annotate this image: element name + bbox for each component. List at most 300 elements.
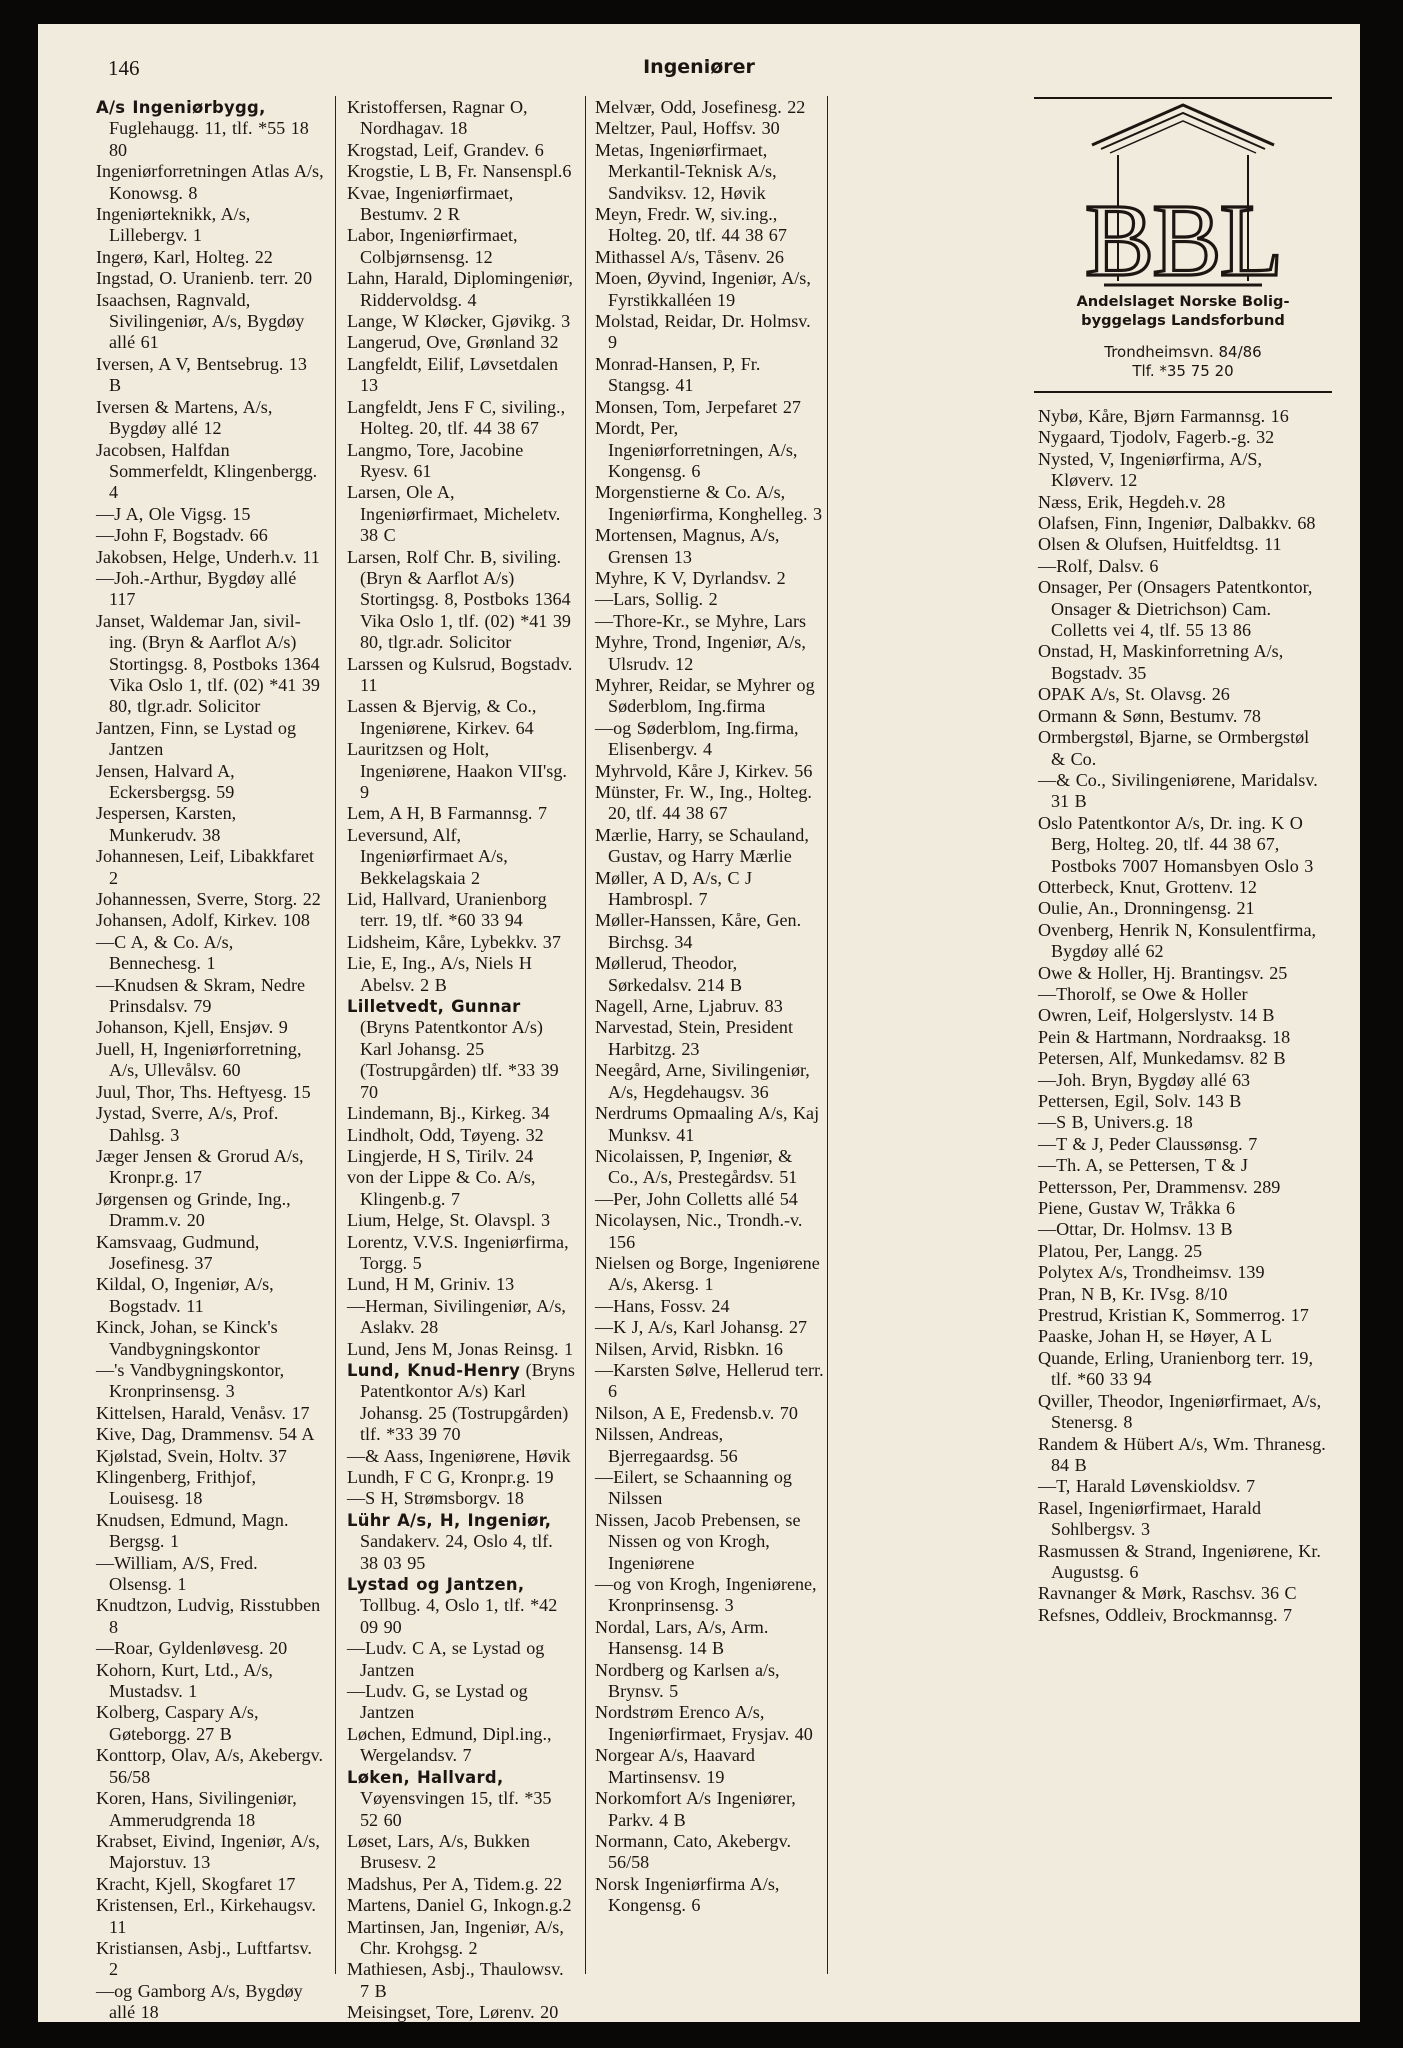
directory-entry [96, 1660, 324, 1703]
directory-entry [595, 1317, 825, 1338]
directory-entry [347, 889, 575, 932]
directory-entry [595, 247, 825, 268]
entry-text: —Ottar, Dr. Holmsv. 13 B [1038, 1219, 1233, 1240]
entry-text: Krogstie, L B, Fr. Nansenspl.6 [347, 161, 572, 182]
entry-text: Johannesen, Leif, Libakkfaret 2 [96, 846, 315, 888]
entry-text: Olsen & Olufsen, Huitfeldtsg. 11 [1038, 534, 1282, 555]
directory-entry [1038, 427, 1328, 448]
entry-text: Qviller, Theodor, Ingeniørfirmaet, A/s, Stenersg. 8 [1038, 1390, 1322, 1433]
entry-text: Kjølstad, Svein, Holtv. 37 [96, 1445, 287, 1466]
directory-entry [96, 268, 324, 289]
entry-text: Kvae, Ingeniørfirmaet, Bestumv. 2 R [347, 182, 514, 225]
directory-entry [595, 1788, 825, 1831]
directory-entry [595, 1060, 825, 1103]
entry-text: Lium, Helge, St. Olavspl. 3 [347, 1210, 551, 1231]
directory-entry [347, 1274, 575, 1295]
directory-entry [96, 1403, 324, 1424]
column-divider [585, 96, 586, 1974]
entry-text: —Joh. Bryn, Bygdøy allé 63 [1038, 1069, 1251, 1090]
entry-text: Lindemann, Bj., Kirkeg. 34 [347, 1103, 550, 1124]
entry-text: —J A, Ole Vigsg. 15 [96, 503, 251, 524]
entry-text: Fuglehaugg. 11, tlf. *55 18 80 [109, 118, 309, 160]
entry-text: Johansen, Adolf, Kirkev. 108 [96, 910, 310, 931]
directory-entry [96, 397, 324, 440]
entry-text: Oulie, An., Dronningensg. 21 [1038, 898, 1255, 919]
directory-entry [1038, 1198, 1328, 1219]
entry-text: Piene, Gustav W, Tråkka 6 [1038, 1198, 1236, 1219]
directory-entry [1038, 641, 1328, 684]
entry-text: —K J, A/s, Karl Johansg. 27 [595, 1317, 808, 1338]
entry-text: —T & J, Peder Claussønsg. 7 [1038, 1133, 1258, 1154]
entry-text: Juul, Thor, Ths. Heftyesg. 15 [96, 1081, 311, 1102]
entry-text: Ingeniørforretningen Atlas A/s, Konowsg. 8 [96, 161, 324, 203]
directory-entry [595, 1617, 825, 1660]
directory-entry [595, 1874, 825, 1917]
directory-entry [1038, 1348, 1328, 1391]
directory-entry [595, 611, 825, 632]
entry-text: Otterbeck, Knut, Grottenv. 12 [1038, 876, 1257, 897]
entry-text: Kamsvaag, Gudmund, Josefinesg. 37 [96, 1231, 260, 1273]
entry-text: Monsen, Tom, Jerpefaret 27 [595, 396, 801, 417]
entry-text: Nysted, V, Ingeniørfirma, A/S, Kløverv. 12 [1038, 448, 1262, 491]
entry-text: —& Co., Sivilingeniørene, Maridalsv. 31 B [1038, 769, 1318, 812]
entry-text: —Ludv. G, se Lystad og Jantzen [347, 1681, 528, 1723]
directory-entry [595, 397, 825, 418]
directory-entry [347, 1232, 575, 1275]
entry-text: Lorentz, V.V.S. Ingeniørfirma, Torgg. 5 [347, 1231, 569, 1273]
entry-text: Johannessen, Sverre, Storg. 22 [96, 889, 321, 910]
directory-entry [347, 1167, 575, 1210]
directory-entry [347, 932, 575, 953]
directory-entry [1038, 1541, 1328, 1584]
entry-text: Langerud, Ove, Grønland 32 [347, 332, 559, 353]
entry-text: Klingenberg, Frithjof, Louisesg. 18 [96, 1467, 256, 1509]
directory-entry [1038, 449, 1328, 492]
entry-text: —William, A/S, Fred. Olsensg. 1 [96, 1552, 258, 1595]
directory-entry [1038, 1027, 1328, 1048]
entry-text: Jespersen, Karsten, Munkerudv. 38 [96, 803, 237, 845]
directory-entry [347, 1446, 575, 1467]
entry-text: Leversund, Alf, Ingeniørfirmaet A/s, Bekkelagskaia 2 [347, 824, 508, 888]
entry-text: Ingstad, O. Uranienb. terr. 20 [96, 268, 313, 289]
entry-text: Lassen & Bjervig, & Co., Ingeniørene, Kirkev. 64 [347, 696, 537, 738]
entry-text: Ovenberg, Henrik N, Konsulentfirma, Bygdøy allé 62 [1038, 919, 1317, 962]
directory-entry [1038, 898, 1328, 919]
directory-entry [347, 654, 575, 697]
directory-entry [1038, 1155, 1328, 1176]
entry-text: Polytex A/s, Trondheimsv. 139 [1038, 1262, 1265, 1283]
entry-text: Quande, Erling, Uranienborg terr. 19, tlf. *60 33 94 [1038, 1347, 1313, 1390]
entry-text: Nilsen, Arvid, Risbkn. 16 [595, 1338, 783, 1359]
entry-text: Knudsen, Edmund, Magn. Bergsg. 1 [96, 1509, 289, 1552]
directory-entry [347, 397, 575, 440]
directory-entry [347, 1467, 575, 1488]
directory-entry [595, 568, 825, 589]
entry-text: Lindholt, Odd, Tøyeng. 32 [347, 1124, 544, 1145]
entry-text: Iversen & Martens, A/s, Bygdøy allé 12 [96, 396, 273, 439]
directory-entry [595, 268, 825, 311]
directory-entry [1038, 920, 1328, 963]
directory-entry [1038, 813, 1328, 877]
entry-text: —Hans, Fossv. 24 [595, 1295, 730, 1316]
entry-text: Norkomfort A/s Ingeniører, Parkv. 4 B [595, 1788, 796, 1830]
entry-text: Ravnanger & Mørk, Raschsv. 36 C [1038, 1583, 1297, 1604]
entry-bold-name: Lühr A/s, H, Ingeniør, [347, 1510, 552, 1530]
entry-text: Larssen og Kulsrud, Bogstadv. 11 [347, 653, 573, 695]
directory-entry [96, 1895, 324, 1938]
entry-text: Pettersen, Egil, Solv. 143 B [1038, 1091, 1242, 1111]
entry-text: Juell, H, Ingeniørforretning, A/s, Ullevålsv. 60 [96, 1038, 302, 1081]
entry-text: Konttorp, Olav, A/s, Akebergv. 56/58 [96, 1745, 323, 1787]
entry-text: Lange, W Kløcker, Gjøvikg. 3 [347, 311, 571, 332]
directory-entry [1038, 1498, 1328, 1541]
entry-text: —'s Vandbygningskontor, Kronprinsensg. 3 [96, 1359, 285, 1402]
directory-entry [1038, 492, 1328, 513]
directory-entry [1038, 727, 1328, 770]
entry-bold-name: Lystad og Jantzen, [347, 1575, 525, 1595]
directory-entry [1038, 1434, 1328, 1477]
directory-entry [1038, 984, 1328, 1005]
directory-entry [347, 1510, 575, 1574]
directory-entry [347, 332, 575, 353]
directory-entry [96, 1189, 324, 1232]
entry-text: Nygaard, Tjodolv, Fagerb.-g. 32 [1038, 427, 1275, 448]
entry-text: Monrad-Hansen, P, Fr. Stangsg. 41 [595, 353, 761, 396]
directory-entry [595, 97, 825, 118]
entry-text: Knudtzon, Ludvig, Risstubben 8 [96, 1595, 321, 1637]
directory-entry [595, 1146, 825, 1189]
entry-text: Langfeldt, Eilif, Løvsetdalen 13 [347, 353, 559, 396]
entry-text: Ingerø, Karl, Holteg. 22 [96, 246, 273, 267]
entry-text: Martinsen, Jan, Ingeniør, A/s, Chr. Krohgsg. 2 [347, 1916, 564, 1958]
entry-text: Kristiansen, Asbj., Luftfartsv. 2 [96, 1937, 312, 1980]
entry-text: Mithassel A/s, Tåsenv. 26 [595, 246, 784, 267]
directory-entry [347, 1574, 575, 1638]
entry-text: Lid, Hallvard, Uranienborg terr. 19, tlf. *60 33 94 [347, 889, 547, 931]
directory-entry [347, 1724, 575, 1767]
entry-text: —Lars, Sollig. 2 [595, 589, 718, 610]
directory-entry [595, 1467, 825, 1510]
entry-text: (Bryns Patentkontor A/s) Karl Johansg. 25 (Tostrupgården) tlf. *33 39 70 [360, 1359, 575, 1445]
directory-entry [347, 739, 575, 803]
directory-entry [96, 1274, 324, 1317]
directory-entry [595, 1339, 825, 1360]
entry-text: Mortensen, Magnus, A/s, Grensen 13 [595, 525, 780, 567]
directory-entry [347, 268, 575, 311]
entry-text: Janset, Waldemar Jan, sivil-ing. (Bryn & Aarflot A/s) Stortingsg. 8, Postboks 1364 Vika Oslo 1, tlf. (02) *41 39 80, tlgr.adr. Solicitor [96, 610, 320, 717]
entry-text: Pein & Hartmann, Nordraaksg. 18 [1038, 1026, 1291, 1047]
entry-text: Labor, Ingeniørfirmaet, Colbjørnsensg. 12 [347, 225, 518, 267]
directory-entry [1038, 1391, 1328, 1434]
entry-text: Tollbug. 4, Oslo 1, tlf. *42 09 90 [360, 1595, 558, 1637]
house-logo-icon [1034, 103, 1332, 293]
entry-text: Koren, Hans, Sivilingeniør, Ammerudgrenda 18 [96, 1788, 297, 1830]
entry-text: Løchen, Edmund, Dipl.ing., Wergelandsv. 7 [347, 1723, 552, 1766]
entry-text: Meltzer, Paul, Hoffsv. 30 [595, 118, 780, 139]
directory-entry [96, 1082, 324, 1103]
entry-text: Rasel, Ingeniørfirmaet, Harald Sohlbergsv. 3 [1038, 1497, 1262, 1540]
directory-entry [595, 1403, 825, 1424]
entry-text: Norsk Ingeniørfirma A/s, Kongensg. 6 [595, 1873, 780, 1916]
directory-entry [96, 1146, 324, 1189]
entry-text: Madshus, Per A, Tidem.g. 22 [347, 1873, 563, 1894]
directory-entry [595, 1574, 825, 1617]
entry-text: von der Lippe & Co. A/s, Klingenb.g. 7 [347, 1167, 536, 1209]
entry-text: Jakobsen, Helge, Underh.v. 11 [96, 546, 320, 567]
directory-entry [595, 953, 825, 996]
directory-entry [595, 140, 825, 204]
entry-text: Lem, A H, B Farmannsg. 7 [347, 803, 548, 824]
directory-entry [1038, 556, 1328, 577]
entry-text: Jantzen, Finn, se Lystad og Jantzen [96, 717, 296, 760]
entry-text: Jystad, Sverre, A/s, Prof. Dahlsg. 3 [96, 1103, 279, 1145]
directory-entry [1038, 877, 1328, 898]
ad-bottom-rule [1034, 391, 1332, 393]
entry-text: —Knudsen & Skram, Nedre Prinsdalsv. 79 [96, 974, 306, 1017]
ad-top-rule [1034, 97, 1332, 99]
entry-text: —Roar, Gyldenløvesg. 20 [96, 1638, 288, 1659]
entry-text: Næss, Erik, Hegdeh.v. 28 [1038, 491, 1226, 512]
directory-entry [347, 1296, 575, 1339]
directory-entry [96, 1317, 324, 1360]
entry-text: —Rolf, Dalsv. 6 [1038, 555, 1159, 576]
entry-text: Mordt, Per, Ingeniørforretningen, A/s, Kongensg. 6 [595, 418, 798, 481]
directory-entry [595, 1210, 825, 1253]
directory-entry [96, 1831, 324, 1874]
directory-entry [96, 975, 324, 1018]
entry-text: —Per, John Colletts allé 54 [595, 1188, 798, 1209]
directory-entry [1038, 1070, 1328, 1091]
logo-text: BBL [1084, 183, 1282, 293]
ad-name-line1: Andelslaget Norske Bolig- [1076, 293, 1290, 310]
column-3 [595, 97, 825, 1917]
entry-text: Lund, Jens M, Jonas Reinsg. 1 [347, 1338, 574, 1359]
directory-entry [595, 589, 825, 610]
directory-entry [347, 825, 575, 889]
directory-entry [595, 782, 825, 825]
directory-entry [595, 1510, 825, 1574]
directory-entry [96, 1232, 324, 1275]
entry-bold-name: A/s Ingeniørbygg, [96, 98, 266, 117]
entry-text: —Thorolf, se Owe & Holler [1038, 983, 1248, 1004]
directory-entry [347, 161, 575, 182]
directory-entry [595, 632, 825, 675]
directory-entry [96, 932, 324, 975]
entry-bold-name: Lund, Knud-Henry [347, 1360, 521, 1380]
entry-text: Mærlie, Harry, se Schauland, Gustav, og Harry Mærlie [595, 824, 809, 867]
entry-text: Refsnes, Oddleiv, Brockmannsg. 7 [1038, 1604, 1293, 1625]
directory-entry [96, 1938, 324, 1981]
directory-entry [347, 140, 575, 161]
directory-entry [1038, 1177, 1328, 1198]
directory-entry [347, 482, 575, 546]
entry-text: Münster, Fr. W., Ing., Holteg. 20, tlf. 44 38 67 [595, 782, 812, 824]
directory-entry [1038, 684, 1328, 705]
entry-text: Oslo Patentkontor A/s, Dr. ing. K O Berg, Holteg. 20, tlf. 44 38 67, Postboks 7007 Homansbyen Oslo 3 [1038, 812, 1314, 876]
entry-text: Nagell, Arne, Ljabruv. 83 [595, 996, 783, 1017]
directory-entry [347, 1339, 575, 1360]
directory-entry [347, 97, 575, 140]
entry-text: Lundh, F C G, Kronpr.g. 19 [347, 1467, 554, 1487]
entry-text: Ingeniørteknikk, A/s, Lillebergv. 1 [96, 204, 251, 246]
entry-text: Lingjerde, H S, Tirilv. 24 [347, 1145, 534, 1166]
entry-bold-name: Løken, Hallvard, [347, 1767, 504, 1787]
directory-entry [347, 1681, 575, 1724]
directory-entry [96, 1553, 324, 1596]
directory-entry [96, 204, 324, 247]
entry-text: Myhre, K V, Dyrlandsv. 2 [595, 567, 786, 588]
entry-text: —Joh.-Arthur, Bygdøy allé 117 [96, 567, 297, 610]
directory-entry [347, 1895, 575, 1916]
directory-entry [96, 440, 324, 504]
entry-text: Lidsheim, Kåre, Lybekkv. 37 [347, 931, 561, 952]
directory-entry [595, 996, 825, 1017]
entry-text: Lahn, Harald, Diplomingeniør, Riddervoldsg. 4 [347, 268, 573, 310]
column-1 [96, 97, 324, 2024]
directory-entry [1038, 1048, 1328, 1069]
directory-entry [347, 1638, 575, 1681]
directory-entry [347, 311, 575, 332]
entry-text: Melvær, Odd, Josefinesg. 22 [595, 97, 806, 117]
directory-entry [1038, 1219, 1328, 1240]
entry-text: Larsen, Rolf Chr. B, siviling. (Bryn & Aarflot A/s) Stortingsg. 8, Postboks 1364 Vika Oslo 1, tlf. (02) *41 39 80, tlgr.adr. Solicitor [347, 546, 571, 653]
entry-text: Kohorn, Kurt, Ltd., A/s, Mustadsv. 1 [96, 1659, 273, 1702]
entry-text: —og Søderblom, Ing.firma, Elisenbergv. 4 [595, 717, 799, 760]
directory-entry [347, 696, 575, 739]
directory-entry [347, 225, 575, 268]
entry-text: Mathiesen, Asbj., Thaulowsv. 7 B [347, 1959, 564, 2001]
entry-text: (Bryns Patentkontor A/s) Karl Johansg. 25 (Tostrupgården) tlf. *33 39 70 [360, 1017, 559, 1102]
entry-text: Jensen, Halvard A, Eckersbergsg. 59 [96, 760, 235, 802]
directory-entry [1038, 1605, 1328, 1626]
entry-text: Krabset, Eivind, Ingeniør, A/s, Majorstuv. 13 [96, 1830, 320, 1873]
entry-text: Norgear A/s, Haavard Martinsensv. 19 [595, 1745, 755, 1787]
entry-text: Meisingset, Tore, Lørenv. 20 [347, 2002, 559, 2023]
directory-entry [96, 1103, 324, 1146]
entry-text: Langfeldt, Jens F C, siviling., Holteg. 20, tlf. 44 38 67 [347, 396, 566, 439]
directory-entry [595, 1424, 825, 1467]
ad-phone: Tlf. *35 75 20 [1132, 362, 1234, 380]
entry-text: Nilssen, Andreas, Bjerregaardsg. 56 [595, 1424, 738, 1466]
entry-text: Owren, Leif, Holgerslystv. 14 B [1038, 1005, 1275, 1026]
entry-text: Pran, N B, Kr. IVsg. 8/10 [1038, 1283, 1228, 1304]
entry-text: Prestrud, Kristian K, Sommerrog. 17 [1038, 1305, 1309, 1326]
entry-text: Vøyensvingen 15, tlf. *35 52 60 [360, 1788, 552, 1830]
entry-text: —Eilert, se Schaanning og Nilssen [595, 1467, 792, 1509]
directory-entry [96, 718, 324, 761]
directory-entry [595, 761, 825, 782]
directory-entry [96, 525, 324, 546]
column-divider [827, 96, 828, 1974]
directory-entry [96, 1702, 324, 1745]
entry-text: —Ludv. C A, se Lystad og Jantzen [347, 1638, 545, 1680]
directory-entry [96, 290, 324, 354]
directory-entry [96, 611, 324, 718]
directory-entry [347, 440, 575, 483]
directory-entry [1038, 577, 1328, 641]
entry-text: Kittelsen, Harald, Venåsv. 17 [96, 1402, 310, 1423]
entry-text: Neegård, Arne, Sivilingeniør, A/s, Hegdehaugsv. 36 [595, 1060, 810, 1102]
directory-entry [96, 846, 324, 889]
directory-entry [347, 1488, 575, 1509]
directory-entry [96, 1595, 324, 1638]
entry-text: —T, Harald Løvenskioldsv. 7 [1038, 1476, 1256, 1497]
entry-text: Iversen, A V, Bentsebrug. 13 B [96, 353, 307, 396]
directory-entry [1038, 406, 1328, 427]
entry-text: Morgenstierne & Co. A/s, Ingeniørfirma, Konghelleg. 3 [595, 482, 823, 524]
directory-entry [595, 825, 825, 868]
directory-entry [96, 568, 324, 611]
directory-entry [96, 803, 324, 846]
entry-text: Nicolaysen, Nic., Trondh.-v. 156 [595, 1210, 803, 1252]
entry-text: Ormann & Sønn, Bestumv. 78 [1038, 705, 1261, 726]
directory-entry [595, 118, 825, 139]
ad-contact [1034, 343, 1332, 381]
directory-entry [96, 1446, 324, 1467]
entry-text: Jacobsen, Halfdan Sommerfeldt, Klingenbergg. 4 [96, 439, 318, 503]
directory-page [38, 24, 1360, 2022]
directory-entry [96, 889, 324, 910]
directory-entry [595, 1189, 825, 1210]
directory-entry [96, 1467, 324, 1510]
directory-entry [1038, 1241, 1328, 1262]
directory-entry [595, 418, 825, 482]
entry-text: Nordstrøm Erenco A/s, Ingeniørfirmaet, Frysjav. 40 [595, 1702, 813, 1744]
entry-text: Normann, Cato, Akebergv. 56/58 [595, 1830, 791, 1873]
directory-entry [347, 1874, 575, 1895]
entry-text: Jæger Jensen & Grorud A/s, Kronpr.g. 17 [96, 1145, 304, 1188]
entry-text: Olafsen, Finn, Ingeniør, Dalbakkv. 68 [1038, 513, 1316, 534]
entry-text: Lie, E, Ing., A/s, Niels H Abelsv. 2 B [347, 953, 532, 995]
entry-text: Nielsen og Borge, Ingeniørene A/s, Akersg. 1 [595, 1252, 820, 1295]
directory-entry [595, 525, 825, 568]
directory-entry [595, 1360, 825, 1403]
directory-entry [595, 1253, 825, 1296]
entry-text: —og Gamborg A/s, Bygdøy allé 18 [96, 1980, 303, 2023]
directory-entry [595, 910, 825, 953]
entry-text: —John F, Bogstadv. 66 [96, 525, 268, 546]
directory-entry [595, 1745, 825, 1788]
directory-entry [595, 1831, 825, 1874]
directory-entry [96, 97, 324, 161]
directory-entry [595, 1296, 825, 1317]
directory-entry [96, 161, 324, 204]
entry-text: —S B, Univers.g. 18 [1038, 1112, 1193, 1133]
entry-text: Johanson, Kjell, Ensjøv. 9 [96, 1017, 288, 1038]
directory-entry [595, 482, 825, 525]
entry-text: Onsager, Per (Onsagers Patentkontor, Onsager & Dietrichson) Cam. Colletts vei 4, tlf. 55 13 86 [1038, 577, 1313, 641]
entry-text: —Herman, Sivilingeniør, A/s, Aslakv. 28 [347, 1295, 566, 1338]
directory-entry [1038, 1112, 1328, 1133]
entry-text: Jørgensen og Grinde, Ing., Dramm.v. 20 [96, 1188, 291, 1231]
ad-company-name [1034, 292, 1332, 330]
entry-text: —Karsten Sølve, Hellerud terr. 6 [595, 1359, 824, 1402]
entry-text: —C A, & Co. A/s, Bennechesg. 1 [96, 931, 234, 974]
directory-entry [347, 803, 575, 824]
entry-text: OPAK A/s, St. Olavsg. 26 [1038, 684, 1230, 705]
directory-entry [347, 953, 575, 996]
directory-entry [1038, 706, 1328, 727]
entry-text: —og von Krogh, Ingeniørene, Kronprinsensg. 3 [595, 1574, 817, 1616]
directory-entry [1038, 534, 1328, 555]
entry-text: Martens, Daniel G, Inkogn.g.2 [347, 1895, 572, 1916]
entry-text: Kinck, Johan, se Kinck's Vandbygningskontor [96, 1317, 278, 1359]
entry-text: Kolberg, Caspary A/s, Gøteborgg. 27 B [96, 1702, 259, 1744]
directory-entry [595, 675, 825, 718]
entry-text: Lund, H M, Griniv. 13 [347, 1274, 515, 1295]
entry-text: —S H, Strømsborgv. 18 [347, 1488, 524, 1509]
directory-entry [1038, 1326, 1328, 1347]
